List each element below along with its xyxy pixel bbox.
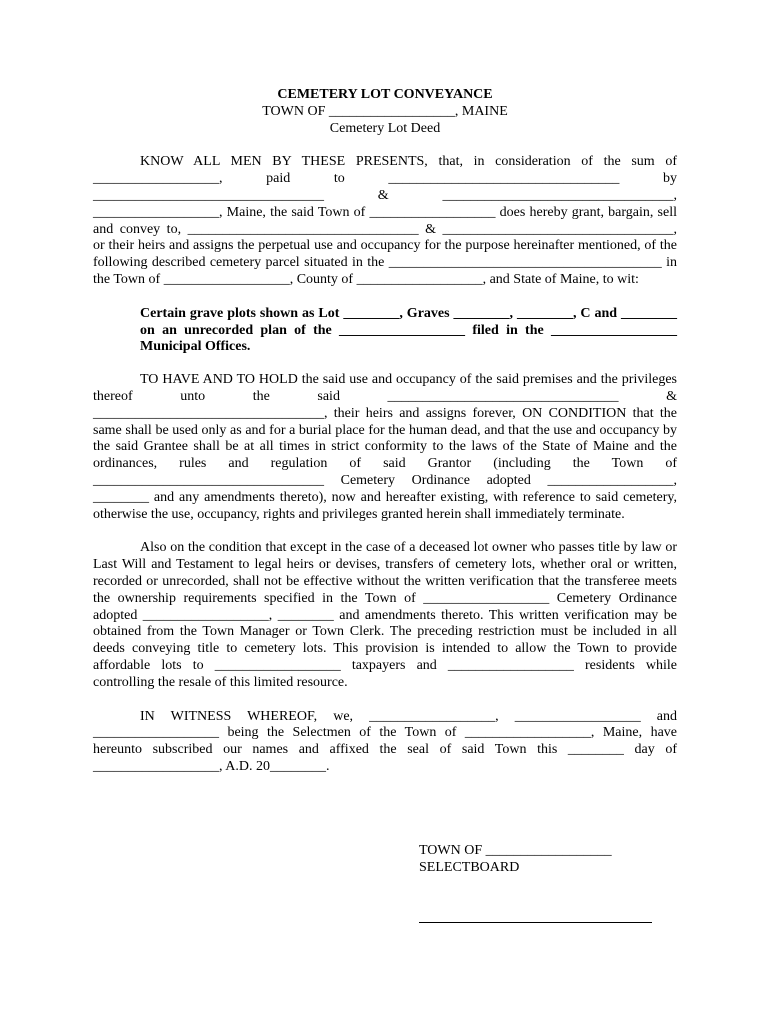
document-title: CEMETERY LOT CONVEYANCE (277, 87, 493, 102)
signature-board-label: SELECTBOARD (419, 860, 520, 875)
town-line: TOWN OF __________________, MAINE (262, 103, 508, 119)
paragraph-condition: Also on the condition that except in the case of a deceased lot owner who passes title by law or Last Will and Testament to legal heirs or devises, transfers of cemetery lots, whether oral or written, recorded or unrecorded, shall not be effective without the written verification that the transferee meets the ownership requirements specified in the Town of __________________ Cemetery Ordinance adopted __________________, ________ and amendments thereto. This written verification may be obtained from the Town Manager or Town Clerk. The preceding restriction must be included in all deeds conveying title to cemetery lots. This provision is intended to allow the Town to provide affordable lots to __________________ taxpayers and __________________ residents while controlling the resale of this limited resource. (93, 540, 677, 690)
document-body (93, 87, 677, 776)
document-subtitle: Cemetery Lot Deed (329, 120, 441, 136)
signature-town-label: TOWN OF __________________ (419, 843, 612, 858)
paragraph-grave-plots: Certain grave plots shown as Lot ________, Graves ________, ________, C and ________ on an unrecorded plan of the __________________ filed in the __________________ Municipal Offices. (140, 305, 677, 355)
signature-line (419, 922, 652, 923)
paragraph-witness: IN WITNESS WHEREOF, we, __________________, __________________ and __________________ being the Selectmen of the Town of __________________, Maine, have hereunto subscribed our names and affixed the seal of said Town this ________ day of __________________, A.D. 20________. (93, 708, 677, 774)
paragraph-to-have-and-to-hold: TO HAVE AND TO HOLD the said use and occupancy of the said premises and the privileges thereof unto the said _________________________________ & _________________________________, their heirs and assigns forever, ON CONDITION that the same shall be used only as and for a burial place for the human dead, and that the use and occupancy by the said Grantee shall be at all times in strict conformity to the laws of the State of Maine and the ordinances, rules and regulation of said Grantor (including the Town of _________________________________ Cemetery Ordinance adopted __________________, ________ and any amendments thereto), now and hereafter existing, with reference to said cemetery, otherwise the use, occupancy, rights and privileges granted herein shall immediately terminate. (93, 372, 677, 522)
paragraph-consideration: KNOW ALL MEN BY THESE PRESENTS, that, in consideration of the sum of __________________, paid to _________________________________ by _________________________________ & _________________________________, __________________, Maine, the said Town of __________________ does hereby grant, bargain, sell and convey to, _________________________________ & _________________________________, or their heirs and assigns the perpetual use and occupancy for the purpose hereinafter mentioned, of the following described cemetery parcel situated in the _______________________________________ in the Town of __________________, County of __________________, and State of Maine, to wit: (93, 154, 677, 287)
signature-block (419, 842, 612, 876)
